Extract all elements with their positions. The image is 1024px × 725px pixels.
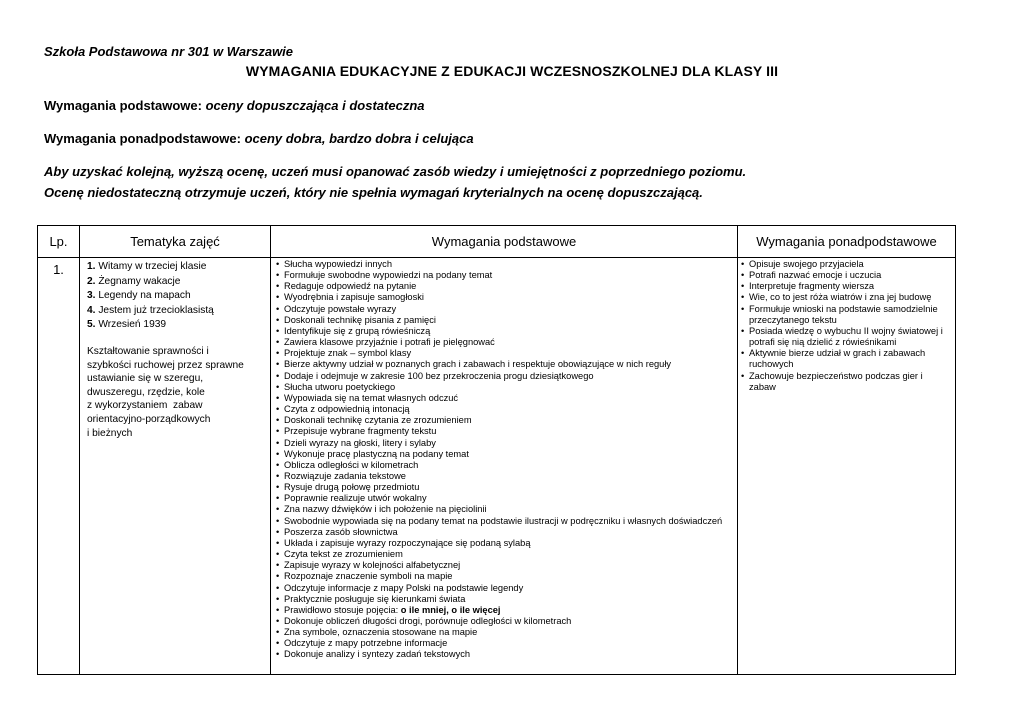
school-name: Szkoła Podstawowa nr 301 w Warszawie	[44, 44, 294, 59]
basic-requirement-item: • Słucha wypowiedzi innych	[275, 259, 734, 270]
advanced-requirement-item: • Posiada wiedzę o wybuchu II wojny światowej i potrafi się nią dzielić z rówieśnikami	[740, 326, 952, 348]
basic-requirement-item: • Wyodrębnia i zapisuje samogłoski	[275, 292, 734, 303]
note-failing: Ocenę niedostateczną otrzymuje uczeń, który nie spełnia wymagań kryterialnych na ocenę dopuszczającą.	[44, 185, 703, 200]
advanced-requirement-item: • Zachowuje bezpieczeństwo podczas gier i zabaw	[740, 371, 952, 393]
col-lp: Lp.	[38, 226, 80, 258]
basic-requirement-item: • Wykonuje pracę plastyczną na podany temat	[275, 449, 734, 460]
basic-requirement-item: • Słucha utworu poetyckiego	[275, 382, 734, 393]
advanced-value: oceny dobra, bardzo dobra i celująca	[244, 131, 474, 146]
basic-requirement-item: • Doskonali technikę czytania ze zrozumieniem	[275, 415, 734, 426]
basic-requirement-item: • Swobodnie wypowiada się na podany temat na podstawie ilustracji w podręczniku i własnych doświadczeń	[275, 516, 734, 527]
basic-requirement-item: • Przepisuje wybrane fragmenty tekstu	[275, 426, 734, 437]
basic-requirement-item: • Dokonuje obliczeń długości drogi, porównuje odległości w kilometrach	[275, 616, 734, 627]
document-title: WYMAGANIA EDUKACYJNE Z EDUKACJI WCZESNOSZKOLNEJ DLA KLASY III	[245, 63, 779, 79]
topics-cell	[80, 258, 271, 675]
requirements-table	[37, 225, 956, 675]
basic-requirement-item: • Wypowiada się na temat własnych odczuć	[275, 393, 734, 404]
topic-item: 3. Legendy na mapach	[87, 290, 191, 302]
basic-requirement-item: • Redaguje odpowiedź na pytanie	[275, 281, 734, 292]
advanced-requirements-cell	[738, 258, 956, 675]
basic-requirements-cell	[271, 258, 738, 675]
basic-requirement-item: • Układa i zapisuje wyrazy rozpoczynające się podaną sylabą	[275, 538, 734, 549]
row-number: 1.	[38, 258, 80, 675]
col-basic: Wymagania podstawowe	[271, 226, 738, 258]
basic-requirement-item: • Rysuje drugą połowę przedmiotu	[275, 482, 734, 493]
bold-terms: o ile mniej, o ile więcej	[400, 604, 501, 615]
advanced-requirements-line	[44, 131, 474, 146]
basic-requirement-item: • Formułuje swobodne wypowiedzi na podany temat	[275, 270, 734, 281]
basic-requirement-item: • Rozwiązuje zadania tekstowe	[275, 471, 734, 482]
basic-requirement-item: • Dodaje i odejmuje w zakresie 100 bez przekroczenia progu dziesiątkowego	[275, 371, 734, 382]
advanced-label: Wymagania ponadpodstawowe:	[44, 131, 245, 146]
topic-item: 1. Witamy w trzeciej klasie	[87, 261, 207, 272]
topic-item: 4. Jestem już trzecioklasistą	[87, 304, 214, 316]
basic-requirement-item: • Dokonuje analizy i syntezy zadań tekstowych	[275, 649, 734, 660]
basic-requirement-item: • Zna symbole, oznaczenia stosowane na mapie	[275, 627, 734, 638]
basic-requirement-item: • Doskonali technikę pisania z pamięci	[275, 315, 734, 326]
basic-requirement-item: • Identyfikuje się z grupą rówieśniczą	[275, 326, 734, 337]
basic-requirements-line	[44, 98, 424, 113]
basic-requirement-item: • Odczytuje informacje z mapy Polski na podstawie legendy	[275, 583, 734, 594]
basic-requirement-item: • Poszerza zasób słownictwa	[275, 527, 734, 538]
advanced-requirements-list	[740, 259, 952, 393]
basic-requirement-item: • Oblicza odległości w kilometrach	[275, 460, 734, 471]
topic-description: Kształtowanie sprawności i szybkości ruchowej przez sprawne ustawianie się w szeregu, dwuszeregu, rzędzie, kole z wykorzystaniem zabaw orientacyjno-porządkowych i bieżnych	[87, 345, 244, 439]
col-advanced: Wymagania ponadpodstawowe	[738, 226, 956, 258]
advanced-requirement-item: • Potrafi nazwać emocje i uczucia	[740, 270, 952, 281]
basic-label: Wymagania podstawowe:	[44, 98, 206, 113]
basic-requirement-item: • Dzieli wyrazy na głoski, litery i sylaby	[275, 438, 734, 449]
basic-value: oceny dopuszczająca i dostateczna	[205, 98, 425, 113]
basic-requirement-item: • Bierze aktywny udział w poznanych grach i zabawach i respektuje obowiązujące w nich reguły	[275, 359, 734, 370]
basic-requirement-item: • Zawiera klasowe przyjaźnie i potrafi je pielęgnować	[275, 337, 734, 348]
basic-requirement-item: • Czyta tekst ze zrozumieniem	[275, 549, 734, 560]
col-topics: Tematyka zajęć	[80, 226, 271, 258]
advanced-requirement-item: • Formułuje wnioski na podstawie samodzielnie przeczytanego tekstu	[740, 304, 952, 326]
basic-requirement-item: • Odczytuje z mapy potrzebne informacje	[275, 638, 734, 649]
topics-list	[87, 260, 266, 333]
basic-requirement-item: • Poprawnie realizuje utwór wokalny	[275, 493, 734, 504]
advanced-requirement-item: • Aktywnie bierze udział w grach i zabawach ruchowych	[740, 348, 952, 370]
basic-requirement-item: • Zapisuje wyrazy w kolejności alfabetycznej	[275, 560, 734, 571]
basic-requirement-item: • Czyta z odpowiednią intonacją	[275, 404, 734, 415]
basic-requirements-list	[275, 259, 734, 661]
advanced-requirement-item: • Opisuje swojego przyjaciela	[740, 259, 952, 270]
advanced-requirement-item: • Interpretuje fragmenty wiersza	[740, 281, 952, 292]
basic-requirement-item: • Rozpoznaje znaczenie symboli na mapie	[275, 571, 734, 582]
basic-requirement-item: • Prawidłowo stosuje pojęcia: o ile mniej, o ile więcej	[275, 605, 734, 616]
basic-requirement-item: • Projektuje znak – symbol klasy	[275, 348, 734, 359]
table-header-row	[38, 226, 956, 258]
basic-requirement-item: • Praktycznie posługuje się kierunkami świata	[275, 594, 734, 605]
table-row	[38, 258, 956, 675]
topic-item: 5. Wrzesień 1939	[87, 319, 167, 331]
basic-requirement-item: • Odczytuje powstałe wyrazy	[275, 304, 734, 315]
note-grading: Aby uzyskać kolejną, wyższą ocenę, uczeń musi opanować zasób wiedzy i umiejętności z poprzedniego poziomu.	[44, 164, 747, 179]
topic-item: 2. Żegnamy wakacje	[87, 275, 181, 287]
advanced-requirement-item: • Wie, co to jest róża wiatrów i zna jej budowę	[740, 292, 952, 303]
basic-requirement-item: • Zna nazwy dźwięków i ich położenie na pięciolinii	[275, 504, 734, 515]
